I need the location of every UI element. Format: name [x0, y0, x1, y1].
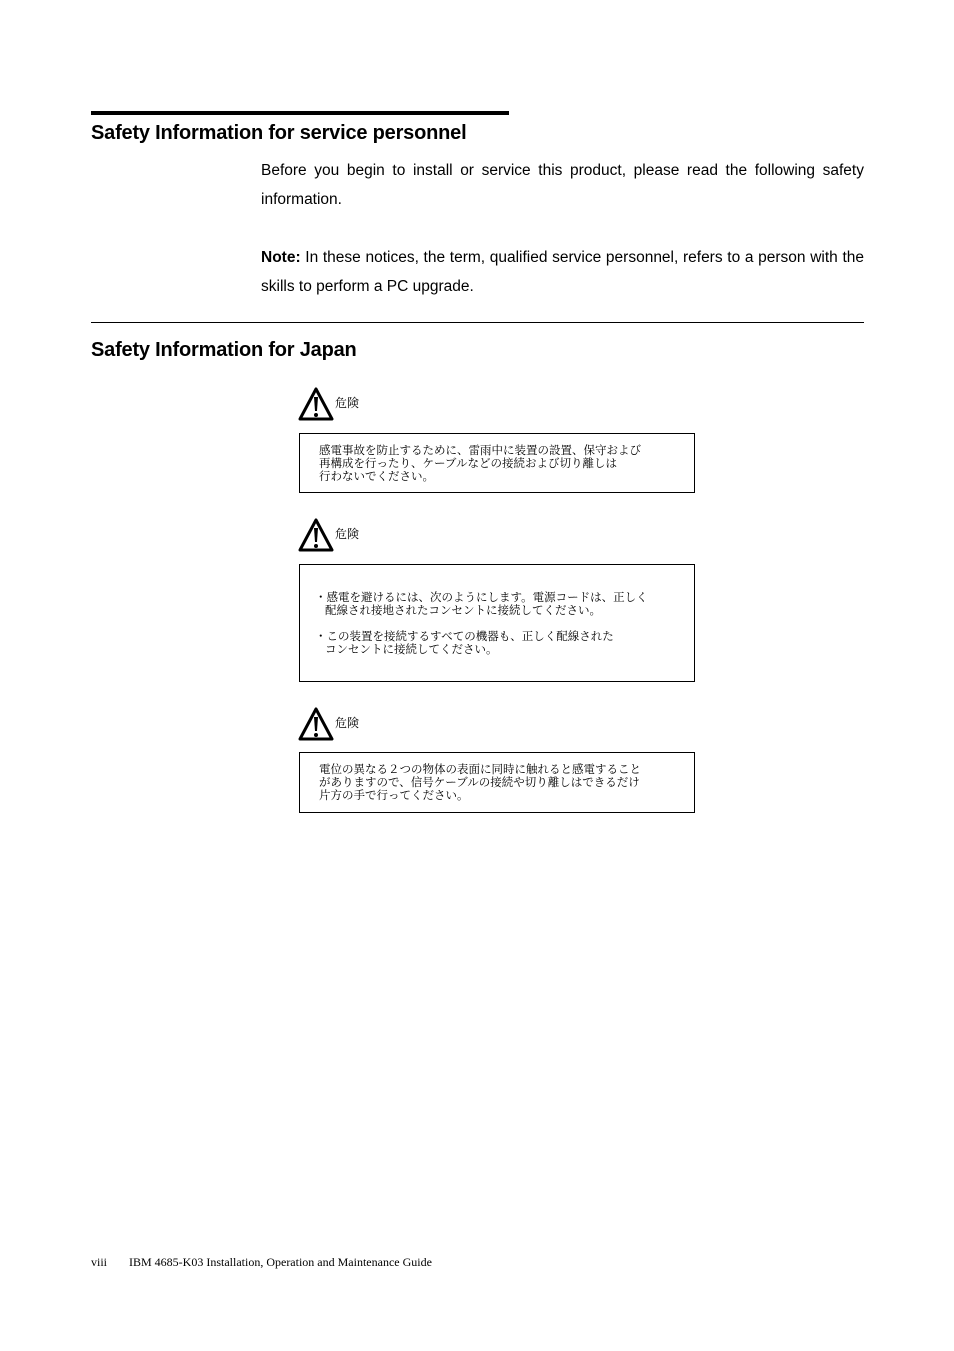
danger-notice-box-3	[299, 752, 695, 813]
note-label: Note:	[261, 249, 301, 266]
notice-line: 片方の手で行ってください。	[319, 788, 469, 802]
intro-paragraph: Before you begin to install or service this product, please read the following safety information.	[261, 162, 864, 208]
danger-header-1	[298, 386, 359, 422]
notice-line: 感電事故を防止するために、雷雨中に装置の設置、保守および	[319, 443, 641, 457]
notice-line: 配線され接地されたコンセントに接続してください。	[325, 603, 601, 617]
section-separator	[91, 322, 864, 323]
notice-bullet-line: ・感電を避けるには、次のようにします。電源コードは、正しく	[315, 590, 648, 604]
danger-label: 危険	[335, 395, 360, 410]
section-title-service-personnel: Safety Information for service personnel	[91, 122, 467, 144]
note-paragraph	[261, 244, 864, 301]
danger-notice-box-1	[299, 433, 695, 493]
notice-line: 再構成を行ったり、ケーブルなどの接続および切り離しは	[319, 456, 617, 470]
warning-triangle-icon	[298, 518, 334, 552]
danger-label: 危険	[335, 526, 360, 541]
warning-triangle-icon	[298, 707, 334, 741]
danger-header-3	[298, 706, 359, 742]
section-top-rule-accent	[91, 112, 201, 114]
danger-label: 危険	[335, 715, 360, 730]
notice-line: コンセントに接続してください。	[325, 642, 498, 656]
danger-header-2	[298, 517, 359, 553]
notice-line: 行わないでください。	[319, 469, 434, 483]
notice-line: がありますので、信号ケーブルの接続や切り離しはできるだけ	[319, 775, 640, 789]
warning-triangle-icon	[298, 387, 334, 421]
page-footer	[91, 1255, 432, 1270]
notice-line: 電位の異なる２つの物体の表面に同時に触れると感電すること	[319, 762, 641, 776]
section-title-japan: Safety Information for Japan	[91, 339, 357, 361]
notice-bullet-line: ・この装置を接続するすべての機器も、正しく配線された	[315, 629, 614, 643]
guide-title: IBM 4685-K03 Installation, Operation and Maintenance Guide	[129, 1255, 432, 1269]
note-text: In these notices, the term, qualified service personnel, refers to a person with the skills to perform a PC upgrade.	[261, 249, 864, 295]
danger-notice-box-2	[299, 564, 695, 682]
page-number: viii	[91, 1255, 108, 1269]
